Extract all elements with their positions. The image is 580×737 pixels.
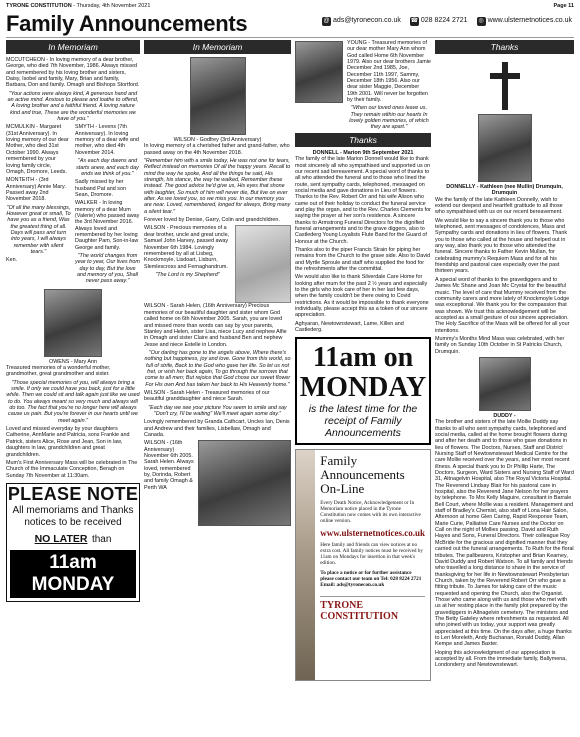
globe-icon: ◎: [478, 18, 484, 24]
advert-web-link[interactable]: www.ulsternetnotices.co.uk: [320, 528, 425, 539]
email-icon: @: [323, 18, 330, 24]
column-1: [6, 40, 140, 602]
phone-icon: ☎: [410, 18, 419, 24]
deadline-band: 11am MONDAY: [10, 550, 136, 598]
header-divider: [6, 37, 574, 38]
duddy-notice: The brother and sisters of the late Mollie Duddy say thanks to all who sent sympathy cards, telephoned and social media, called at the home brought flowers during and after her death and to those who gave donations in lieu of flowers. The Doctors, Nurses, Staff and District Nursing Staff of Newtownstewart Medical Centre for the care Mollie received over the years, and her most recent illness. A special thank you to Dr Phillip Harte, The Doctors, Surgeon, Ward Sisters and Nursing Staff of Ward 31, Altnagelvin Hospital, also The Royal Victoria Hospital. The Reverend Lindsay Blair for his pastoral care in hospital, also the Reverend Jane Nelson for her prayers by telephone. To Mrs Kelly Maguire, consultant in Barrale Bell Court, where Mollie was a resident. Management and staff of Bradley's Chemist, also staff of Lona Hair Salon, Afternoon at home Glen Caring, Rapid Response Team, Marie Curie, Palliative Care Nurses and the Doctor on Call on the night of Mollies passing. David and Ruth Hayes and Sons, Funeral Directors. Their colleague Roy McBride for the gracious and dignified manner that they carried out the funeral arrangements. To Ruth for the floral tributes. The pallbearers, Kristopher and Brian Kearney, David Duddy and Robert Watson. To all family and friends who travelled a long distance to share in the service of thanksgiving for her life in Newtownstewart Presbyterian Church, taken by the Reverend Robert Orr who gave a fitting tribute. To James for taking care of the music requested and opening the Church, also the Organist. Those who came along with us and those who met with us at her resting place in the family plot prepared by the gravediggers in Altnagelvin cemetery. The ministers and The Betty Gateley where refreshments as requested. All who joined with us today, your support was greatly appreciated at this time. On the days after, a huge thanks to Leri Moreleth, Andy Buchanan, Ronald Duddy, Allan Kempe and James Baxter. Hoping this acknowledgment of our appreciation is accepted by all. From the immediate family, Ballymena, Londonderry and Newtownstewart.: [435, 419, 574, 669]
section-band-thanks: Thanks: [295, 133, 431, 147]
donnell-title: DONNELL - Marion 9th September 2021: [312, 149, 414, 156]
advert-heading: Family Announcements On-Line: [320, 453, 405, 497]
please-note-text: All memoriams and Thanks notices to be received: [12, 504, 134, 528]
wilson-sarah-notice-1: WILSON - Sarah Helen, (16th Anniversary) Precious memories of our beautiful daughter and sister whom God called home on 6th November 2005. Sarah, you are loved and missed more than words can say by your parents, Stanley and Helen, sister Lisa, niece Lucy and nephew Alfie in Omagh and sister Claire and husband Ben and nephew Jesse and niece Estelle in London. "Our darling has gone to the angels above, Where there's nothing but happiness, joy and love. Gone from this world, so full of strife, Back to the God who gave her life. So let us not fret, or wish her back again, To go through the sorrows that come to all men; But rejoice that God chose our sweet flower For His own And has taken her back to His Heavenly home.": [144, 303, 291, 388]
no-later-text: NO LATER: [34, 532, 88, 545]
page-title: Family Announcements: [6, 11, 248, 36]
page-number: Page 11: [553, 3, 574, 9]
smyth-walker-notices: SMYTH - Levens (7th Anniversary). In loving memory of a dear wife and mother, who died 4th November 2014. "As each day dawns and starts anew, and each day ends we think of you." Sadly missed by her husband Pat and son Sean, Dromore. WALKER - In loving memory of a dear Mum (Valerie) who passed away the 3rd November 2016. Always loved and remembered by her loving Daughter Pam, Son-in-law George and family. "The world changes from year to year, Our lives from day to day, But the love and memory of you, Shall never pass away.": [75, 124, 140, 285]
email-contact[interactable]: @ ads@tyronecon.co.uk: [323, 17, 401, 24]
page-topline: TYRONE CONSTITUTION - Thursday, 4th November 2021 Page 11: [6, 3, 574, 9]
mcmulkin-monteith-notices: MCMULKIN - Margaret (31st Anniversary). In loving memory of our dear Mother, who died 31st October 1990. Always remembered by your loving family circle, Omagh, Dromore, Leeds. MONTEITH - (3rd Anniversary) Annie Mary. Passed away 2nd November 2018. "Of all the many blessings, However great or small, To have you as a friend, Was the greatest thing of all. Days will pass and turn into years, I will always remember with silent tears." Ken.: [6, 124, 71, 264]
wilson-godfrey-photo: [190, 57, 246, 135]
paper-name: TYRONE CONSTITUTION: [6, 3, 72, 9]
advert-photo: [296, 450, 315, 680]
donnelly-photo: [478, 114, 532, 182]
young-notice: YOUNG - Treasured memories of our dear mother Mary Ann whom God called Home 6th November 1979. Also our dear brothers Jamie December 2nd 1985, Joe, December 11th 1997, Sammy, December 18th 1956. Also our dear sister Maggie, December 19th 2001. Will never be forgotten by their family. "When our loved ones leave us, They remain within our hearts In lovely golden memories, of which they are apart.": [347, 40, 431, 131]
advert-contact: To place a notice or for further assistance please contact our team on Tel: 028 8224 2721 Email: ads@tyronecon.co.uk: [320, 570, 422, 589]
wilson-sarah-notice-2: WILSON - Sarah Helen - Treasured memories of our beautiful granddaughter and niece Sarah. "Each day we see your picture You seem to smile and say "Don't cry, I'll be waiting" We'll meet again some day." Lovingly remembered by Granda Cathcart, Uncles Ian, Denis and Andrew and their families, Lisbellaw, Omagh and Canada.: [144, 389, 290, 438]
section-band-in-memoriam: In Memoriam: [6, 40, 140, 54]
web-contact[interactable]: ◎ www.ulsternetnotices.co.uk: [478, 17, 572, 24]
duddy-photo: [479, 357, 531, 411]
section-band-in-memoriam: In Memoriam: [144, 40, 291, 54]
please-note-box: PLEASE NOTE All memoriams and Thanks notices to be received NO LATER than 11am MONDAY: [6, 483, 140, 602]
owens-photo: [44, 289, 102, 357]
duddy-title: DUDDY -: [493, 412, 516, 419]
issue-date: Thursday, 4th November 2021: [76, 3, 151, 9]
wilson-sarah-notice-3: WILSON - (16th Anniversary) November 6th 2005. Sarah Helen. Always loved, remembered by, Dorinda, Robert and family Omagh & Perth WA: [144, 440, 194, 491]
contact-bar: [322, 17, 572, 26]
wilson-sarah-photo: [198, 440, 291, 526]
column-2: [144, 40, 291, 526]
wilson-samuel-notice: WILSON - Precious memories of a dear brother, uncle and great uncle, Samuel John Harvey, passed away November 6th 1984. Lovingly remembered by all at Lisbeg, Knockmoyle, Lisdoart, Lisburn, Slemlescross and Fernaghandrum. "The Lord is my Shepherd": [144, 225, 230, 278]
owens-notice: Treasured memories of a wonderful mother, grandmother, great grandmother and sister. "Those special memories of you, will always bring a smile. If only we could have you back, just for a little while. Then we could sit and talk again just like we used to do. You always meant so very much and always will do too. The fact that you're no longer here will always cause us pain. But you're forever in our hearts until we meet again." Loved and missed everyday by your daughters Catherine, AnnMarie and Patricia, sons Frankie and Patrick, sisters Alice, Rose and Jean, Son in law, daughters in law, grandchildren and great grandchildren. Mum's First Anniversary Mass will be celebrated in The Church of the Immaculate Conception, Beragh on Sunday 7th November at 11:30am.: [6, 365, 140, 479]
online-notices-advert: Family Announcements On-Line Every Death Notice, Acknowledgement or In Memoriam notice placed in the Tyrone Constitution now comes with its own interactive online version. www.ulsternetnotices.co.uk Here family and friends can view notices at no extra cost. All family notices must be received by 11am on Mondays for insertion in that week's edition. To place a notice or for further assistance please contact our team on Tel: 028 8224 2721 Email: ads@tyronecon.co.uk TYRONE CONSTITUTION: [295, 449, 431, 681]
section-band-thanks: Thanks: [435, 40, 574, 54]
wilson-godfrey-notice: In loving memory of a cherished father and grand-father, who passed away on the 4th November 2018. "Remember him with a smile today, He was not one for tears, Reflect instead on memories Of all the happy years. Recall to mind the way he spoke, And all the things he said, His strength, his stance, the way he walked, Remember these instead. The good advice he'd give us, His eyes that shone with laughter, So much of him will never die, But live on ever after. As we loved you, so we miss you. In our memory you are near. Loved, remembered, longed for always, Bring many a silent tear." Forever loved by Denise, Garry, Colin and grandchildren.: [144, 143, 291, 224]
deadline-advert: 11am on MONDAY is the latest time for the receipt of Family Announcements: [295, 337, 431, 445]
advert-brand-logo: TYRONE CONSTITUTION: [320, 596, 425, 622]
cross-icon: [490, 62, 520, 110]
mccutcheon-notice: MCCUTCHEON - In loving memory of a dear brother, George, who died 7th November, 1986. Always missed and remembered by his loving brother and sisters, Daisy, Isobel and family, Mary, Brian and family, Barbara, Don and family. Omagh and Bishops Stortford. "Your actions were always kind, A generous hand and an active mind. Anxious to please and loathe to offend, A loving brother and a faithful friend. A loving nature kind and true, These are the wonderful memories we have of you.": [6, 57, 140, 123]
owens-caption: OWENS - Mary Ann: [49, 358, 97, 365]
wilson-godfrey-caption: WILSON - Godfrey (3rd Anniversary): [173, 137, 262, 143]
please-note-heading: PLEASE NOTE: [7, 483, 139, 504]
donnell-notice: The family of the late Marion Donnell would like to thank most sincerely all who sympathised and supported us on our recent sad bereavement. A special word of thanks to all who attended the funeral and to those who lined the route, sent sympathy cards, telephoned, messaged on social media and gave donations in Lieu of flowers. Thanks to the Rev. Robert Orr and his wife Alison who came out of their holiday to conduct the funeral service and play the organ, and to the Rev. Charles Clements for saying the prayer at her son's residence. A sincere thanks to Armstrong Funeral Directors for the dignified funeral arrangements and to the grave diggers, also to Castlederg Young Loyalists Flute Band for the Guard of Honour at the Church. Thanks also to the piper Francis Strain for piping her remains from the Church to the grave side. Also to David and Myrtle Sproule and staff who supplied the food for the refreshments after the committal. We would also like to thank Silverdale Care Home for looking after mum for the past 2 ½ years and especially to the girls who took care of her in her last few days, when the family couldn't be there owing to Covid restrictions. As it would be impossible to thank everyone individually, please accept this as a token of our sincere appreciation. Aghyaran, Newtownstewart, Lame, Killen and Castlederg.: [295, 156, 431, 334]
column-4: [435, 40, 574, 671]
young-photo: [295, 41, 343, 103]
donnelly-caption: DONNELLY - Kathleen (nee Mullin) Drumquin, Drumquin: [446, 184, 563, 197]
phone-contact[interactable]: ☎ 028 8224 2721: [410, 17, 468, 24]
column-3: [295, 40, 431, 681]
wilson-samuel-photo: [235, 225, 291, 303]
donnelly-notice: We the family of the late Kathleen Donnelly, wish to extend our deepest and heartfelt gratitude to all those who sympathised with us on our recent bereavement. We would like to say a sincere thank you to those who telephoned, sent messages of condolences, Mass and Sympathy cards and donations in lieu of flowers. Thank you to those who called at the house and helped out in any way, also thank you to those who attended the funeral. Sincere thanks to Father Kevin Mullan, for celebrating mummy's Requiem Mass and for all his friendship and pastoral care especially over the past thirteen years. A special word of thanks to the gravediggers and to James Mc Shane and Joan Mc Crystal for the beautiful music. The level of care that Mummy received from the community carers and more lately of Knockmoyle Lodge was exceptional. We thank you for the compassion that was shown. We trust this acknowledgement will be accepted as a small gesture of our sincere appreciation. The Holy Sacrifice of the Mass will be offered for all your intentions. Mummy's Months Mind Mass was celebrated, with her family on Sunday 10th October in St Patricks Church, Drumquin.: [435, 196, 570, 355]
